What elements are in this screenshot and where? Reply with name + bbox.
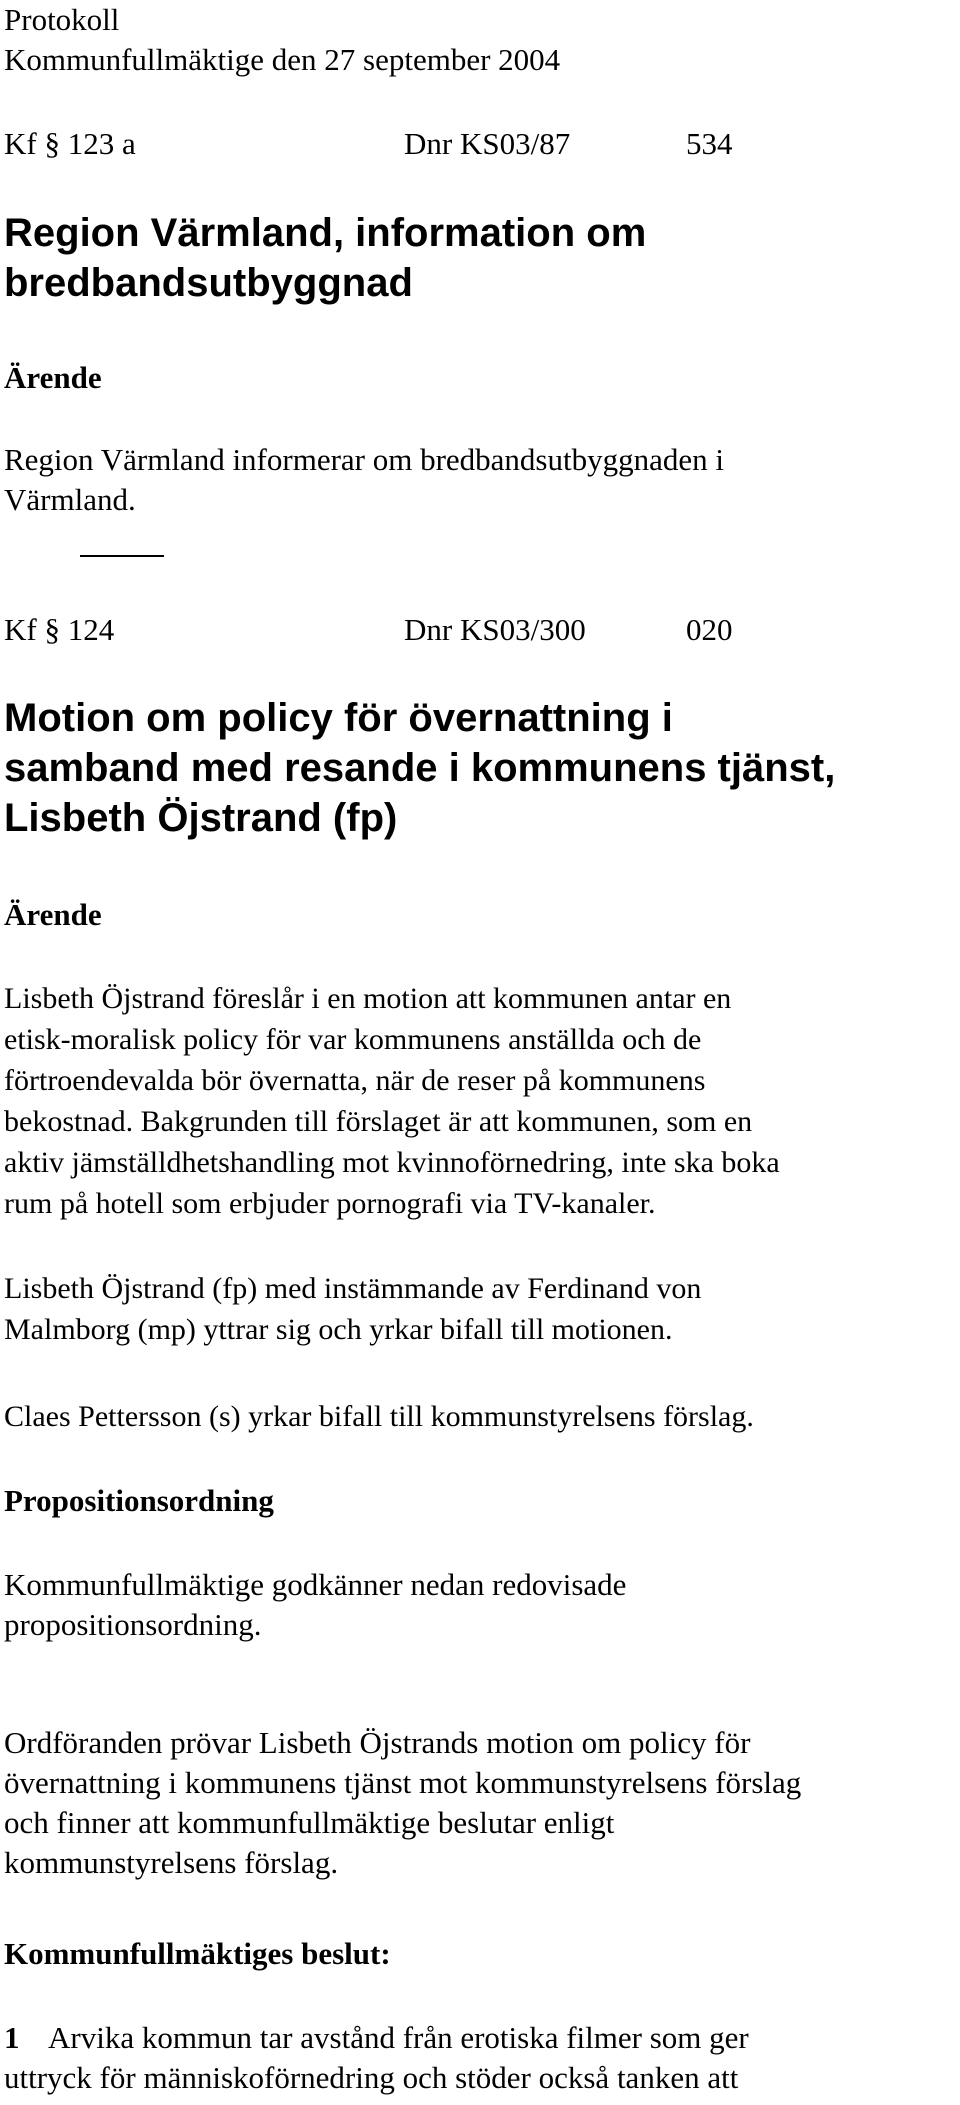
body-line: uttryck för människoförnedring och stöder också tanken att xyxy=(4,2060,739,2095)
diary-number: Dnr KS03/87 xyxy=(404,126,571,161)
body-line: rum på hotell som erbjuder pornografi via TV-kanaler. xyxy=(4,1187,656,1220)
item-title-line: samband med resande i kommunens tjänst, xyxy=(4,746,836,790)
section-heading: Ärende xyxy=(4,360,102,395)
section-heading: Propositionsordning xyxy=(4,1483,274,1518)
body-line: Lisbeth Öjstrand föreslår i en motion att kommunen antar en xyxy=(4,982,732,1015)
body-line: etisk-moralisk policy för var kommunens anställda och de xyxy=(4,1023,702,1056)
item-title-line: Region Värmland, information om xyxy=(4,211,647,255)
decision-text xyxy=(4,2018,954,2098)
proposition-text xyxy=(4,1565,954,1645)
paragraph-reference: Kf § 123 a xyxy=(4,126,136,161)
body-line: Kommunfullmäktige godkänner nedan redovisade xyxy=(4,1567,627,1602)
body-line: Region Värmland informerar om bredbandsutbyggnaden i xyxy=(4,442,724,477)
decision-number: 1 xyxy=(4,2020,20,2055)
body-line: Lisbeth Öjstrand (fp) med instämmande av Ferdinand von xyxy=(4,1272,702,1305)
meeting-title: Kommunfullmäktige den 27 september 2004 xyxy=(4,42,561,77)
separator-rule xyxy=(80,555,164,557)
item-title-line: Motion om policy för övernattning i xyxy=(4,696,673,740)
body-line: Arvika kommun tar avstånd från erotiska filmer som ger xyxy=(48,2020,749,2055)
body-line: Ordföranden prövar Lisbeth Öjstrands motion om policy för xyxy=(4,1725,751,1760)
body-line: Malmborg (mp) yttrar sig och yrkar bifall till motionen. xyxy=(4,1313,673,1346)
diary-number: Dnr KS03/300 xyxy=(404,612,586,647)
item-title-line: bredbandsutbyggnad xyxy=(4,261,413,305)
section-heading: Ärende xyxy=(4,897,102,932)
section-heading: Kommunfullmäktiges beslut: xyxy=(4,1936,391,1971)
item-body-paragraph xyxy=(4,978,954,1224)
body-line: förtroendevalda bör övernatta, när de reser på kommunens xyxy=(4,1064,706,1097)
ruling-text xyxy=(4,1723,954,1883)
item-title xyxy=(4,208,954,308)
item-title xyxy=(4,693,954,843)
body-line: propositionsordning. xyxy=(4,1607,262,1642)
body-line: kommunstyrelsens förslag. xyxy=(4,1845,339,1880)
paragraph-reference: Kf § 124 xyxy=(4,612,115,647)
body-line: bekostnad. Bakgrunden till förslaget är att kommunen, som en xyxy=(4,1105,753,1138)
item-body-paragraph xyxy=(4,1396,954,1437)
archive-code: 534 xyxy=(686,126,733,161)
body-line: och finner att kommunfullmäktige beslutar enligt xyxy=(4,1805,615,1840)
item-body-paragraph xyxy=(4,1268,954,1350)
body-line: Värmland. xyxy=(4,482,136,517)
body-line: aktiv jämställdhetshandling mot kvinnoförnedring, inte ska boka xyxy=(4,1146,780,1179)
body-line: övernattning i kommunens tjänst mot kommunstyrelsens förslag xyxy=(4,1765,802,1800)
item-title-line: Lisbeth Öjstrand (fp) xyxy=(4,796,398,840)
body-line: Claes Pettersson (s) yrkar bifall till kommunstyrelsens förslag. xyxy=(4,1400,754,1433)
document-type: Protokoll xyxy=(4,2,120,37)
item-body xyxy=(4,440,954,520)
archive-code: 020 xyxy=(686,612,733,647)
